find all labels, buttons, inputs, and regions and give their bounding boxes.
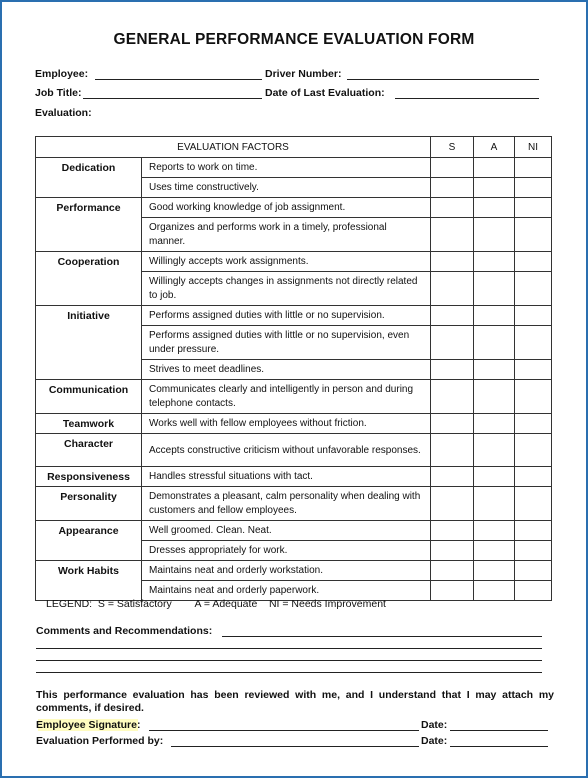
rating-cell-a[interactable] xyxy=(474,252,515,272)
factor-label: Communication xyxy=(36,380,142,414)
criterion-text: Reports to work on time. xyxy=(142,158,431,178)
factor-label: Personality xyxy=(36,487,142,521)
factor-label: Teamwork xyxy=(36,414,142,434)
table-row xyxy=(36,434,552,467)
rating-cell-a[interactable] xyxy=(474,414,515,434)
evaluation-table xyxy=(35,136,552,601)
table-row xyxy=(36,158,552,178)
table-row xyxy=(36,521,552,541)
rating-cell-s[interactable] xyxy=(431,306,474,326)
criterion-text: Maintains neat and orderly workstation. xyxy=(142,561,431,581)
factor-label: Cooperation xyxy=(36,252,142,306)
date-field[interactable] xyxy=(450,746,548,747)
legend: LEGEND: S = Satisfactory A = Adequate NI = Needs Improvement xyxy=(46,598,386,610)
rating-cell-s[interactable] xyxy=(431,561,474,581)
rating-cell-ni[interactable] xyxy=(515,487,552,521)
rating-cell-ni[interactable] xyxy=(515,252,552,272)
table-row xyxy=(36,467,552,487)
employee-signature-label: Employee Signature: xyxy=(36,719,141,731)
comments-label: Comments and Recommendations: xyxy=(36,625,213,637)
criterion-text: Dresses appropriately for work. xyxy=(142,541,431,561)
criterion-text: Works well with fellow employees without friction. xyxy=(142,414,431,434)
rating-cell-ni[interactable] xyxy=(515,380,552,414)
rating-cell-s[interactable] xyxy=(431,521,474,541)
rating-cell-ni[interactable] xyxy=(515,561,552,581)
header-a: A xyxy=(474,137,515,158)
criterion-text: Accepts constructive criticism without unfavorable responses. xyxy=(142,434,431,467)
rating-cell-ni[interactable] xyxy=(515,414,552,434)
factor-label: Responsiveness xyxy=(36,467,142,487)
table-row xyxy=(36,252,552,272)
driver-number-field[interactable] xyxy=(347,79,539,80)
date-last-eval-label: Date of Last Evaluation: xyxy=(265,87,385,99)
rating-cell-a[interactable] xyxy=(474,541,515,561)
date-field[interactable] xyxy=(450,730,548,731)
rating-cell-a[interactable] xyxy=(474,178,515,198)
rating-cell-a[interactable] xyxy=(474,467,515,487)
rating-cell-s[interactable] xyxy=(431,434,474,467)
criterion-text: Good working knowledge of job assignment. xyxy=(142,198,431,218)
criterion-text: Strives to meet deadlines. xyxy=(142,360,431,380)
rating-cell-ni[interactable] xyxy=(515,198,552,218)
comments-line[interactable] xyxy=(36,660,542,661)
comments-line[interactable] xyxy=(222,636,542,637)
header-evaluation-factors: EVALUATION FACTORS xyxy=(36,137,431,158)
date-last-eval-field[interactable] xyxy=(395,98,539,99)
criterion-text: Handles stressful situations with tact. xyxy=(142,467,431,487)
rating-cell-s[interactable] xyxy=(431,467,474,487)
rating-cell-s[interactable] xyxy=(431,487,474,521)
table-header-row xyxy=(36,137,552,158)
table-row xyxy=(36,414,552,434)
rating-cell-ni[interactable] xyxy=(515,541,552,561)
rating-cell-a[interactable] xyxy=(474,380,515,414)
rating-cell-s[interactable] xyxy=(431,252,474,272)
factor-label: Performance xyxy=(36,198,142,252)
rating-cell-s[interactable] xyxy=(431,158,474,178)
rating-cell-a[interactable] xyxy=(474,326,515,360)
rating-cell-a[interactable] xyxy=(474,218,515,252)
rating-cell-a[interactable] xyxy=(474,360,515,380)
acknowledgement-text: This performance evaluation has been reviewed with me, and I understand that I may attach my comments, if desired. xyxy=(36,689,554,714)
table-row xyxy=(36,306,552,326)
rating-cell-a[interactable] xyxy=(474,306,515,326)
criterion-text: Performs assigned duties with little or no supervision. xyxy=(142,306,431,326)
rating-cell-ni[interactable] xyxy=(515,306,552,326)
rating-cell-s[interactable] xyxy=(431,380,474,414)
rating-cell-s[interactable] xyxy=(431,360,474,380)
performed-by-label: Evaluation Performed by: xyxy=(36,735,164,747)
rating-cell-ni[interactable] xyxy=(515,521,552,541)
rating-cell-ni[interactable] xyxy=(515,360,552,380)
rating-cell-ni[interactable] xyxy=(515,434,552,467)
rating-cell-s[interactable] xyxy=(431,581,474,601)
rating-cell-s[interactable] xyxy=(431,218,474,252)
criterion-text: Well groomed. Clean. Neat. xyxy=(142,521,431,541)
evaluation-label: Evaluation: xyxy=(35,107,92,119)
date-label: Date: xyxy=(421,735,448,747)
rating-cell-s[interactable] xyxy=(431,414,474,434)
rating-cell-a[interactable] xyxy=(474,581,515,601)
rating-cell-ni[interactable] xyxy=(515,218,552,252)
criterion-text: Organizes and performs work in a timely, professional manner. xyxy=(142,218,431,252)
rating-cell-a[interactable] xyxy=(474,272,515,306)
rating-cell-ni[interactable] xyxy=(515,272,552,306)
criterion-text: Uses time constructively. xyxy=(142,178,431,198)
rating-cell-s[interactable] xyxy=(431,326,474,360)
table-row xyxy=(36,380,552,414)
employee-field[interactable] xyxy=(95,79,262,80)
job-title-field[interactable] xyxy=(83,98,262,99)
criterion-text: Communicates clearly and intelligently in person and during telephone contacts. xyxy=(142,380,431,414)
rating-cell-a[interactable] xyxy=(474,434,515,467)
rating-cell-s[interactable] xyxy=(431,541,474,561)
criterion-text: Willingly accepts changes in assignments not directly related to job. xyxy=(142,272,431,306)
criterion-text: Demonstrates a pleasant, calm personality when dealing with customers and fellow employees. xyxy=(142,487,431,521)
driver-number-label: Driver Number: xyxy=(265,68,342,80)
rating-cell-ni[interactable] xyxy=(515,467,552,487)
criterion-text: Willingly accepts work assignments. xyxy=(142,252,431,272)
rating-cell-ni[interactable] xyxy=(515,326,552,360)
rating-cell-a[interactable] xyxy=(474,561,515,581)
table-row xyxy=(36,487,552,521)
employee-signature-field[interactable] xyxy=(149,730,419,731)
rating-cell-ni[interactable] xyxy=(515,158,552,178)
rating-cell-ni[interactable] xyxy=(515,581,552,601)
rating-cell-s[interactable] xyxy=(431,272,474,306)
comments-line[interactable] xyxy=(36,648,542,649)
form-title: GENERAL PERFORMANCE EVALUATION FORM xyxy=(113,31,475,48)
factor-label: Dedication xyxy=(36,158,142,198)
header-ni: NI xyxy=(515,137,552,158)
performed-by-field[interactable] xyxy=(171,746,419,747)
rating-cell-a[interactable] xyxy=(474,198,515,218)
header-s: S xyxy=(431,137,474,158)
factor-label: Character xyxy=(36,434,142,467)
rating-cell-a[interactable] xyxy=(474,158,515,178)
job-title-label: Job Title: xyxy=(35,87,82,99)
factor-label: Appearance xyxy=(36,521,142,561)
rating-cell-ni[interactable] xyxy=(515,178,552,198)
rating-cell-s[interactable] xyxy=(431,178,474,198)
comments-line[interactable] xyxy=(36,672,542,673)
table-row xyxy=(36,198,552,218)
table-row xyxy=(36,561,552,581)
factor-label: Initiative xyxy=(36,306,142,380)
factor-label: Work Habits xyxy=(36,561,142,601)
rating-cell-a[interactable] xyxy=(474,487,515,521)
criterion-text: Performs assigned duties with little or no supervision, even under pressure. xyxy=(142,326,431,360)
rating-cell-s[interactable] xyxy=(431,198,474,218)
criterion-text: Maintains neat and orderly paperwork. xyxy=(142,581,431,601)
employee-label: Employee: xyxy=(35,68,89,80)
date-label: Date: xyxy=(421,719,448,731)
rating-cell-a[interactable] xyxy=(474,521,515,541)
